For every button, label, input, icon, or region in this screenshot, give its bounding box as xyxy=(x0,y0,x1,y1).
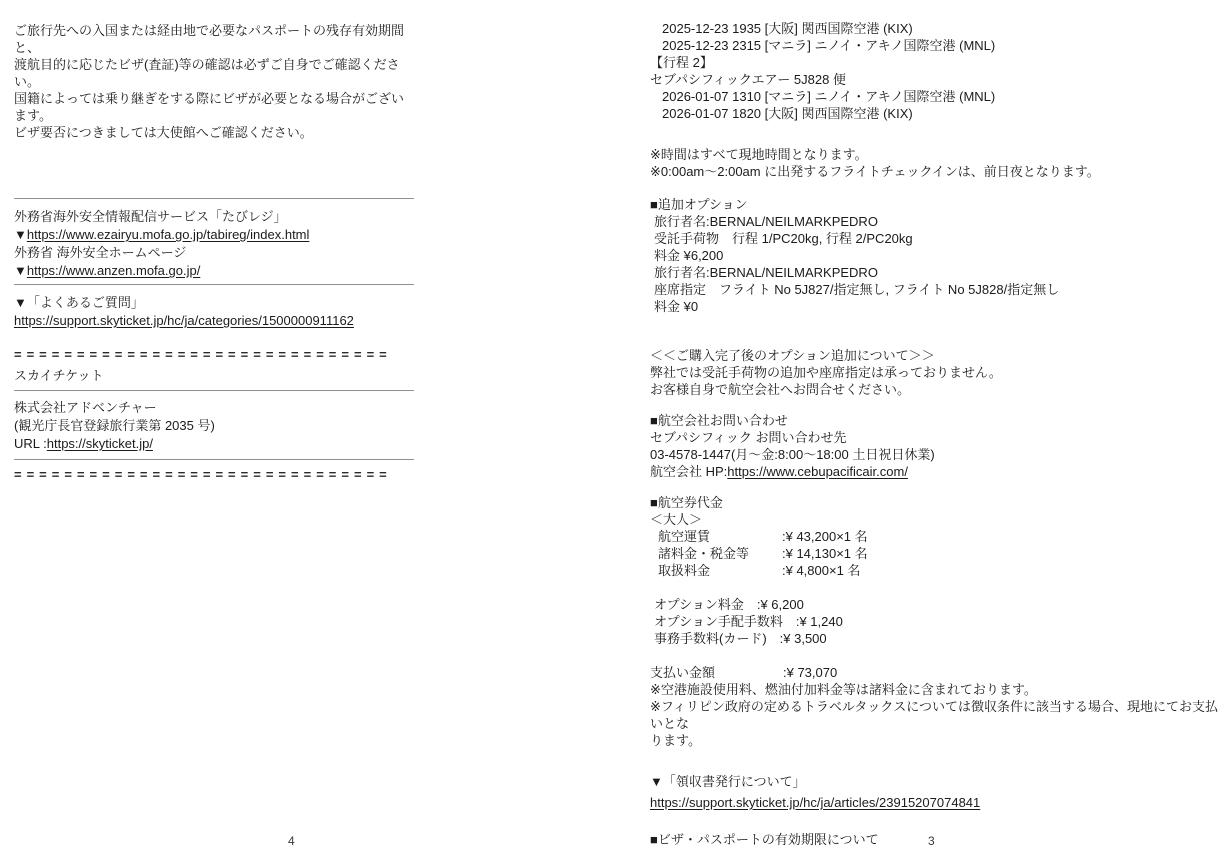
segment1-departure: 2025-12-23 1935 [大阪] 関西国際空港 (KIX) xyxy=(662,21,913,36)
segment1-arrival: 2025-12-23 2315 [マニラ] ニノイ・アキノ国際空港 (MNL) xyxy=(662,38,996,53)
page-right xyxy=(650,20,1221,848)
segment2-arrival: 2026-01-07 1820 [大阪] 関西国際空港 (KIX) xyxy=(662,106,913,121)
option-seat-fee: 料金 ¥0 xyxy=(654,299,699,314)
receipt-link[interactable]: https://support.skyticket.jp/hc/ja/articles/23915207074841 xyxy=(650,795,981,810)
receipt-section xyxy=(650,773,1221,811)
fare-total-row xyxy=(650,664,1221,681)
time-note-1: ※時間はすべて現地時間となります。 xyxy=(650,147,868,162)
company-license: (観光庁長官登録旅行業第 2035 号) xyxy=(14,418,215,433)
option-traveler-name-2: 旅行者名:BERNAL/NEILMARKPEDRO xyxy=(654,265,878,280)
fare-value: :¥ 14,130×1 名 xyxy=(782,546,868,561)
skyticket-link[interactable]: https://skyticket.jp/ xyxy=(46,436,153,451)
company-url-line xyxy=(14,435,414,453)
page-left xyxy=(14,22,414,483)
airline-contact-heading: ■航空会社お問い合わせ xyxy=(650,413,788,428)
fare-label: 航空運賃 xyxy=(658,529,711,544)
itinerary-section xyxy=(650,20,1221,122)
fare-row-taxes xyxy=(650,545,1221,562)
anzen-link[interactable]: https://www.anzen.mofa.go.jp/ xyxy=(26,263,201,278)
option-baggage: 受託手荷物 行程 1/PC20kg, 行程 2/PC20kg xyxy=(654,231,913,246)
visa-notice-line-4: ビザ要否につきましては大使館へご確認ください。 xyxy=(14,125,313,140)
fare-total-label: 支払い金額 xyxy=(650,665,716,680)
fare-label: 取扱料金 xyxy=(658,563,711,578)
tabireg-link[interactable]: https://www.ezairyu.mofa.go.jp/tabireg/index.html xyxy=(26,227,310,242)
spacer xyxy=(650,579,1221,596)
fare-value: :¥ 43,200×1 名 xyxy=(782,529,868,544)
page-number-left: 4 xyxy=(288,834,295,848)
mofa-anzen-link-line xyxy=(14,262,414,280)
additional-options-section xyxy=(650,196,1221,315)
triangle-marker-icon: ▼ xyxy=(14,263,27,278)
post-purchase-section xyxy=(650,347,1221,398)
faq-title: ▼「よくあるご質問」 xyxy=(14,295,144,310)
option-baggage-fee: 料金 ¥6,200 xyxy=(654,248,724,263)
post-purchase-line-2: お客様自身で航空会社へお問合せください。 xyxy=(650,382,911,397)
visa-notice-paragraph xyxy=(14,22,414,141)
visa-notice-line-3: 国籍によっては乗り継ぎをする際にビザが必要となる場合がございます。 xyxy=(14,91,405,123)
triangle-marker-icon: ▼ xyxy=(14,227,27,242)
spacer xyxy=(650,647,1221,664)
equals-separator: ============================== xyxy=(14,347,392,362)
url-label: URL : xyxy=(14,436,47,451)
brand-name: スカイチケット xyxy=(14,368,104,383)
visa-notice-line-1: ご旅行先への入国または経由地で必要なパスポートの残存有効期間と、 xyxy=(14,23,405,55)
option-traveler-name-1: 旅行者名:BERNAL/NEILMARKPEDRO xyxy=(654,214,878,229)
receipt-heading: ▼「領収書発行について」 xyxy=(650,774,806,789)
fare-option-fee: オプション料金 :¥ 6,200 xyxy=(654,597,804,612)
divider xyxy=(14,198,414,199)
fare-admin-fee: 事務手数料(カード) :¥ 3,500 xyxy=(654,631,827,646)
divider xyxy=(14,390,414,391)
option-seat: 座席指定 フライト No 5J827/指定無し, フライト No 5J828/指定無し xyxy=(654,282,1060,297)
airline-hp-line xyxy=(650,463,1221,480)
divider xyxy=(14,284,414,285)
faq-link[interactable]: https://support.skyticket.jp/hc/ja/categories/1500000911162 xyxy=(14,313,354,328)
fare-adult-heading: ＜大人＞ xyxy=(650,512,703,527)
fare-row-airfare xyxy=(650,528,1221,545)
fare-note-2: ※フィリピン政府の定めるトラベルタックスについては徴収条件に該当する場合、現地にてお支払いとな xyxy=(650,699,1218,731)
mofa-tabireg-link-line xyxy=(14,226,414,244)
mofa-anzen-title: 外務省 海外安全ホームページ xyxy=(14,245,187,260)
leg2-heading: 【行程 2】 xyxy=(650,55,713,70)
airline-contact-section xyxy=(650,412,1221,480)
mofa-tabireg-title: 外務省海外安全情報配信サービス「たびレジ」 xyxy=(14,209,287,224)
airline-hp-label: 航空会社 HP: xyxy=(650,464,728,479)
visa-passport-heading: ■ビザ・パスポートの有効期限について xyxy=(650,832,879,847)
additional-options-heading: ■追加オプション xyxy=(650,197,748,212)
airline-contact-phone: 03-4578-1447(月〜金:8:00〜18:00 土日祝日休業) xyxy=(650,447,935,462)
fare-note-3: ります。 xyxy=(650,733,701,748)
fare-label: 諸料金・税金等 xyxy=(658,546,750,561)
company-name: 株式会社アドベンチャー xyxy=(14,400,157,415)
segment2-departure: 2026-01-07 1310 [マニラ] ニノイ・アキノ国際空港 (MNL) xyxy=(662,89,996,104)
divider xyxy=(14,459,414,460)
post-purchase-heading: ＜＜ご購入完了後のオプション追加について＞＞ xyxy=(650,348,935,363)
company-section xyxy=(14,399,414,453)
equals-separator: ============================== xyxy=(14,467,392,482)
page-number-right: 3 xyxy=(928,834,935,848)
post-purchase-line-1: 弊社では受託手荷物の追加や座席指定は承っておりません。 xyxy=(650,365,1002,380)
cebupacific-link[interactable]: https://www.cebupacificair.com/ xyxy=(727,464,908,479)
fare-total-value: :¥ 73,070 xyxy=(783,665,838,680)
fare-row-handling xyxy=(650,562,1221,579)
fare-value: :¥ 4,800×1 名 xyxy=(782,563,861,578)
mofa-section xyxy=(14,208,414,280)
faq-section xyxy=(14,294,414,330)
leg2-flight: セブパシフィックエアー 5J828 便 xyxy=(650,72,846,87)
fare-note-1: ※空港施設使用料、燃油付加料金等は諸料金に含まれております。 xyxy=(650,682,1037,697)
fare-option-arrangement-fee: オプション手配手数料 :¥ 1,240 xyxy=(654,614,843,629)
fare-heading: ■航空券代金 xyxy=(650,495,723,510)
airline-contact-name: セブパシフィック お問い合わせ先 xyxy=(650,430,847,445)
fare-section xyxy=(650,494,1221,749)
time-note-2: ※0:00am〜2:00am に出発するフライトチェックインは、前日夜となります。 xyxy=(650,164,1100,179)
visa-notice-line-2: 渡航目的に応じたビザ(査証)等の確認は必ずご自身でご確認ください。 xyxy=(14,57,400,89)
time-notes xyxy=(650,146,1221,180)
